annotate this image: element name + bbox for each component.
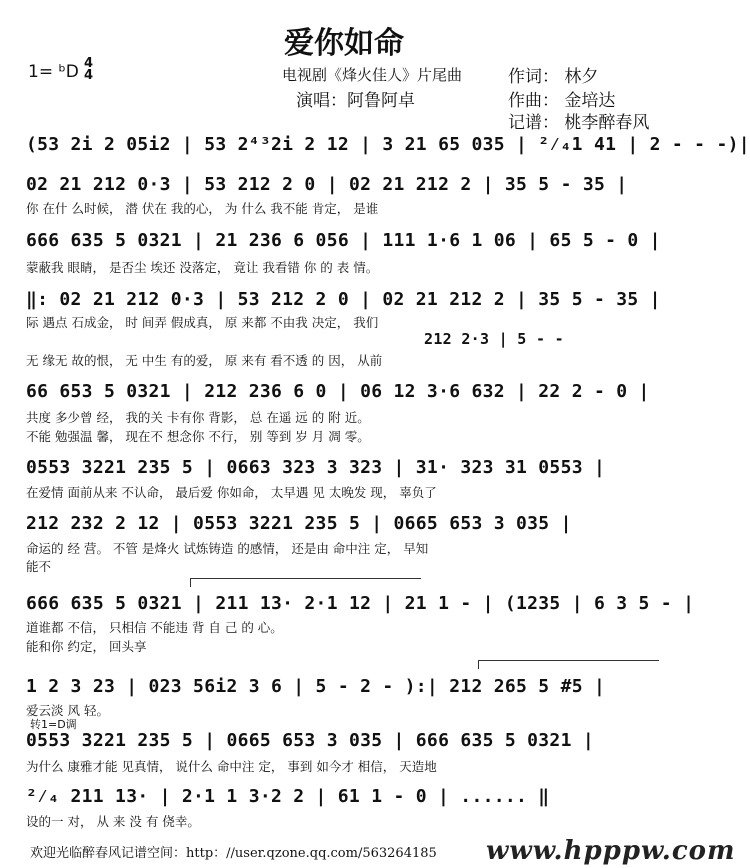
subtitle: 电视剧《烽火佳人》片尾曲: [282, 66, 463, 84]
notation-line-9: 1 2 3 23 | 023 56i2 3 6 | 5 - 2 - ):| 212 265 5 #5 |: [26, 676, 606, 697]
singer-credit: 演唱：阿鲁阿卓: [296, 91, 415, 111]
lyric-line-5a: 共度 多少曾 经， 我的关 卡有你 背影， 总 在遥 远 的 附 近。: [26, 410, 370, 425]
notation-line-8: 666 635 5 0321 | 211 13· 2·1 12 | 21 1 - | (1235 | 6 3 5 - |: [26, 593, 695, 614]
notation-line-7: 212 232 2 12 | 0553 3221 235 5 | 0665 653 3 035 |: [26, 513, 572, 534]
meter-bottom: 4: [84, 68, 94, 83]
key-signature: 1= ᵇD: [28, 62, 79, 82]
notation-line-11: ²⁄₄ 211 13· | 2·1 1 3·2 2 | 61 1 - 0 | ...... ‖: [26, 786, 550, 807]
lyric-line-4b: 无 缘无 故的恨， 无 中生 有的爱， 原 来有 看不透 的 因， 从前: [26, 353, 383, 368]
lyric-line-4a: 际 遇点 石成金， 时 间弄 假成真， 原 来都 不由我 决定， 我们: [26, 315, 379, 330]
alternate-notation: 212 2·3 | 5 - -: [424, 330, 564, 348]
transcriber-credit: 记谱： 桃李醉春风: [508, 113, 650, 133]
notation-line-2: 02 21 212 0·3 | 53 212 2 0 | 02 21 212 2 | 35 5 - 35 |: [26, 174, 628, 195]
lyric-line-9: 爱云淡 风 轻。: [26, 703, 109, 718]
repeat-bracket-2: [478, 660, 659, 669]
lyricist-credit: 作词： 林夕: [508, 67, 599, 87]
notation-line-4: ‖: 02 21 212 0·3 | 53 212 2 0 | 02 21 212 2 | 35 5 - 35 |: [26, 289, 661, 310]
lyric-line-3: 蒙蔽我 眼睛， 是否尘 埃还 没落定， 竟让 我看错 你 的 表 情。: [26, 260, 379, 275]
lyric-line-5b: 不能 勉强温 馨， 现在不 想念你 不行， 别 等到 岁 月 凋 零。: [26, 429, 370, 444]
lyric-line-11: 设的一 对， 从 来 没 有 侥幸。: [26, 814, 200, 829]
notation-line-6: 0553 3221 235 5 | 0663 323 3 323 | 31· 323 31 0553 |: [26, 457, 606, 478]
notation-line-5: 66 653 5 0321 | 212 236 6 0 | 06 12 3·6 632 | 22 2 - 0 |: [26, 381, 650, 402]
notation-line-1: (53 2i 2 05i2 | 53 2⁴³2i 2 12 | 3 21 65 035 | ²⁄₄1 41 | 2 - - -)|: [26, 134, 750, 155]
site-watermark: www.hpppw.com: [486, 836, 736, 866]
lyric-line-6: 在爱情 面前从来 不认命， 最后爱 你如命， 太早遇 见 太晚发 现， 辜负了: [26, 485, 437, 500]
lyric-line-8a: 道谁都 不信， 只相信 不能违 背 自 己 的 心。: [26, 620, 283, 635]
lyric-line-7a: 命运的 经 营。 不管 是烽火 试炼铸造 的感情， 还是由 命中注 定， 早知: [26, 541, 429, 556]
key-change-mark: 转1=D调: [30, 718, 77, 731]
notation-line-3: 666 635 5 0321 | 21 236 6 056 | 111 1·6 1 06 | 65 5 - 0 |: [26, 230, 661, 251]
lyric-line-2: 你 在什 么时候， 潜 伏在 我的心， 为 什么 我不能 肯定， 是谁: [26, 201, 379, 216]
lyric-line-7b: 能不: [26, 559, 52, 574]
song-title: 爱你如命: [284, 26, 404, 61]
footer-link[interactable]: 欢迎光临醉春风记谱空间：http：//user.qzone.qq.com/563264185: [30, 846, 437, 861]
meter-top: 4: [84, 56, 94, 71]
repeat-bracket-1: [190, 578, 421, 587]
notation-line-10: 0553 3221 235 5 | 0665 653 3 035 | 666 635 5 0321 |: [26, 730, 594, 751]
lyric-line-10: 为什么 康雅才能 见真情， 说什么 命中注 定， 事到 如今才 相信， 天造地: [26, 759, 437, 774]
time-signature: [84, 58, 93, 82]
lyric-line-8b: 能和你 约定， 回头享: [26, 639, 147, 654]
composer-credit: 作曲： 金培达: [508, 91, 616, 111]
